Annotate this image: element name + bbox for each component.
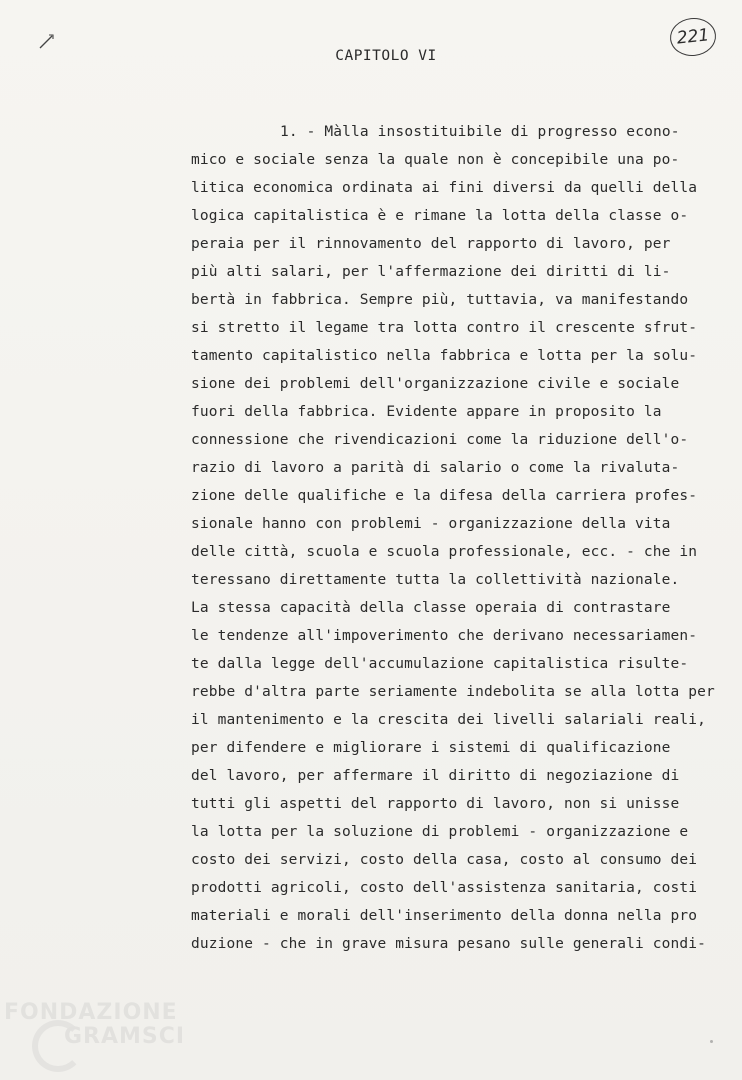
page-number-text: 221: [675, 25, 711, 49]
text-line: delle città, scuola e scuola professionale, ecc. - che in: [191, 544, 698, 560]
text-line: rebbe d'altra parte seriamente indebolita se alla lotta per: [191, 684, 715, 700]
text-line: bertà in fabbrica. Sempre più, tuttavia, va manifestando: [191, 292, 689, 308]
text-line: si stretto il legame tra lotta contro il crescente sfrut-: [191, 320, 698, 336]
watermark-line2: GRAMSCI: [64, 1024, 186, 1049]
text-line: costo dei servizi, costo della casa, costo al consumo dei: [191, 852, 698, 868]
text-line: sione dei problemi dell'organizzazione civile e sociale: [191, 376, 680, 392]
text-line: peraia per il rinnovamento del rapporto di lavoro, per: [191, 236, 671, 252]
paper-speck: [710, 1040, 713, 1043]
watermark-line1: FONDAZIONE: [4, 1000, 178, 1025]
text-line: duzione - che in grave misura pesano sulle generali condi-: [191, 936, 707, 952]
text-line: il mantenimento e la crescita dei livelli salariali reali,: [191, 712, 707, 728]
text-line: tutti gli aspetti del rapporto di lavoro, non si unisse: [191, 796, 680, 812]
text-line: razio di lavoro a parità di salario o come la rivaluta-: [191, 460, 680, 476]
chapter-title: CAPITOLO VI: [335, 48, 437, 64]
text-line: zione delle qualifiche e la difesa della carriera profes-: [191, 488, 698, 504]
text-line: prodotti agricoli, costo dell'assistenza sanitaria, costi: [191, 880, 698, 896]
text-line: la lotta per la soluzione di problemi - organizzazione e: [191, 824, 689, 840]
text-line: le tendenze all'impoverimento che derivano necessariamen-: [191, 628, 698, 644]
fondazione-gramsci-watermark: [4, 1000, 194, 1070]
text-line: teressano direttamente tutta la collettività nazionale.: [191, 572, 680, 588]
text-line: logica capitalistica è e rimane la lotta della classe o-: [191, 208, 689, 224]
text-line: più alti salari, per l'affermazione dei diritti di li-: [191, 264, 671, 280]
text-line: La stessa capacità della classe operaia di contrastare: [191, 600, 671, 616]
text-line: litica economica ordinata ai fini diversi da quelli della: [191, 180, 698, 196]
text-line: fuori della fabbrica. Evidente appare in proposito la: [191, 404, 662, 420]
text-line: connessione che rivendicazioni come la riduzione dell'o-: [191, 432, 689, 448]
text-line: del lavoro, per affermare il diritto di negoziazione di: [191, 768, 680, 784]
text-line: 1. - Màlla insostituibile di progresso econo-: [280, 124, 680, 140]
text-line: per difendere e migliorare i sistemi di qualificazione: [191, 740, 671, 756]
text-line: mico e sociale senza la quale non è concepibile una po-: [191, 152, 680, 168]
text-line: te dalla legge dell'accumulazione capitalistica risulte-: [191, 656, 689, 672]
text-line: tamento capitalistico nella fabbrica e lotta per la solu-: [191, 348, 698, 364]
text-line: sionale hanno con problemi - organizzazione della vita: [191, 516, 671, 532]
text-line: materiali e morali dell'inserimento della donna nella pro: [191, 908, 698, 924]
